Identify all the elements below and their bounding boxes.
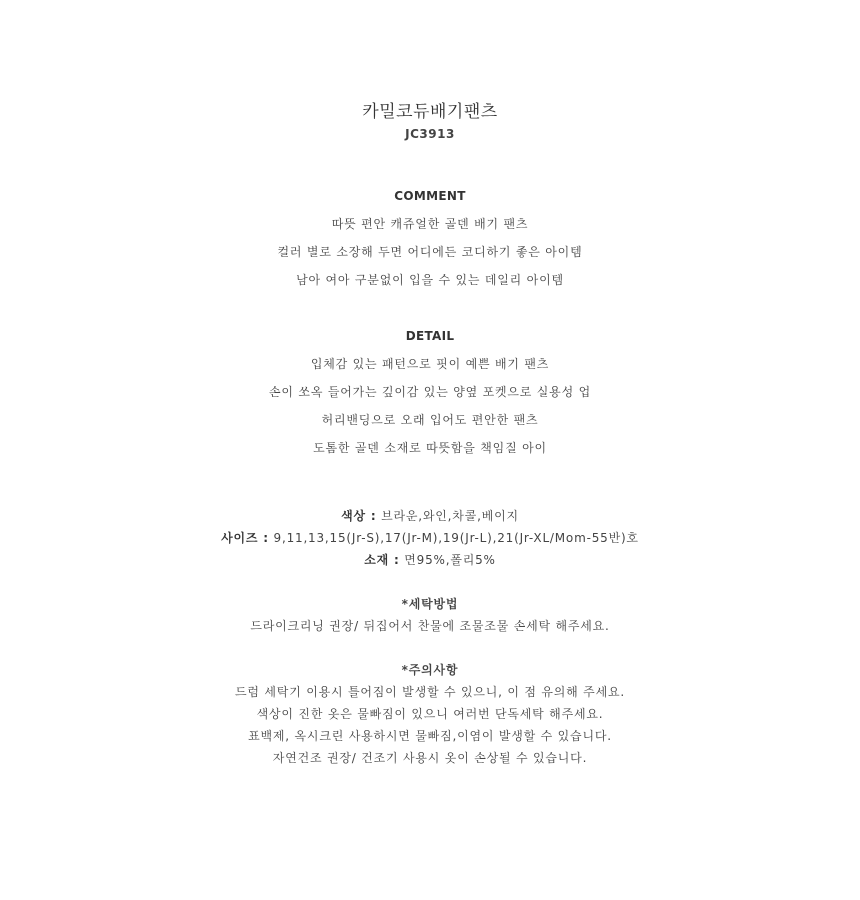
- caution-section: [0, 659, 860, 769]
- caution-line: 자연건조 권장/ 건조기 사용시 옷이 손상될 수 있습니다.: [272, 751, 588, 765]
- spec-list: [0, 505, 860, 571]
- comment-list: [0, 210, 860, 294]
- comment-line: 컬러 별로 소장해 두면 어디에든 코디하기 좋은 아이템: [277, 245, 583, 259]
- spec-material-value: 면95%,폴리5%: [399, 553, 496, 567]
- product-code: JC3913: [405, 127, 455, 141]
- caution-line: 표백제, 옥시크린 사용하시면 물빠짐,이염이 발생할 수 있습니다.: [248, 729, 612, 743]
- detail-line: 입체감 있는 패턴으로 핏이 예쁜 배기 팬츠: [310, 357, 550, 371]
- caution-heading: *주의사항: [401, 663, 459, 677]
- spec-size-label: 사이즈 :: [221, 531, 269, 545]
- caution-line: 색상이 진한 옷은 물빠짐이 있으니 여러번 단독세탁 해주세요.: [256, 707, 604, 721]
- spec-material: [0, 549, 860, 571]
- washing-heading: *세탁방법: [401, 597, 459, 611]
- spec-size: [0, 527, 860, 549]
- detail-line: 도톰한 골덴 소재로 따뜻함을 책임질 아이: [313, 441, 547, 455]
- spec-size-value: 9,11,13,15(Jr-S),17(Jr-M),19(Jr-L),21(Jr-XL/Mom-55반)호: [268, 531, 639, 545]
- comment-heading: COMMENT: [394, 189, 466, 203]
- product-name: 카밀코듀배기팬츠: [362, 102, 498, 122]
- comment-line: 따뜻 편안 캐쥬얼한 골덴 배기 팬츠: [331, 217, 529, 231]
- detail-list: [0, 350, 860, 462]
- spec-color-value: 브라운,와인,차콜,베이지: [376, 509, 519, 523]
- spec-color: [0, 505, 860, 527]
- washing-section: [0, 593, 860, 637]
- detail-heading: DETAIL: [405, 329, 455, 343]
- spec-color-label: 색상 :: [341, 509, 377, 523]
- spec-material-label: 소재 :: [364, 553, 400, 567]
- comment-line: 남아 여아 구분없이 입을 수 있는 데일리 아이템: [296, 273, 564, 287]
- detail-line: 손이 쏘옥 들어가는 깊이감 있는 양옆 포켓으로 실용성 업: [269, 385, 591, 399]
- caution-line: 드럼 세탁기 이용시 틀어짐이 발생할 수 있으니, 이 점 유의해 주세요.: [235, 685, 625, 699]
- washing-text: 드라이크리닝 권장/ 뒤집어서 찬물에 조물조물 손세탁 해주세요.: [250, 619, 610, 633]
- detail-line: 허리밴딩으로 오래 입어도 편안한 팬츠: [321, 413, 539, 427]
